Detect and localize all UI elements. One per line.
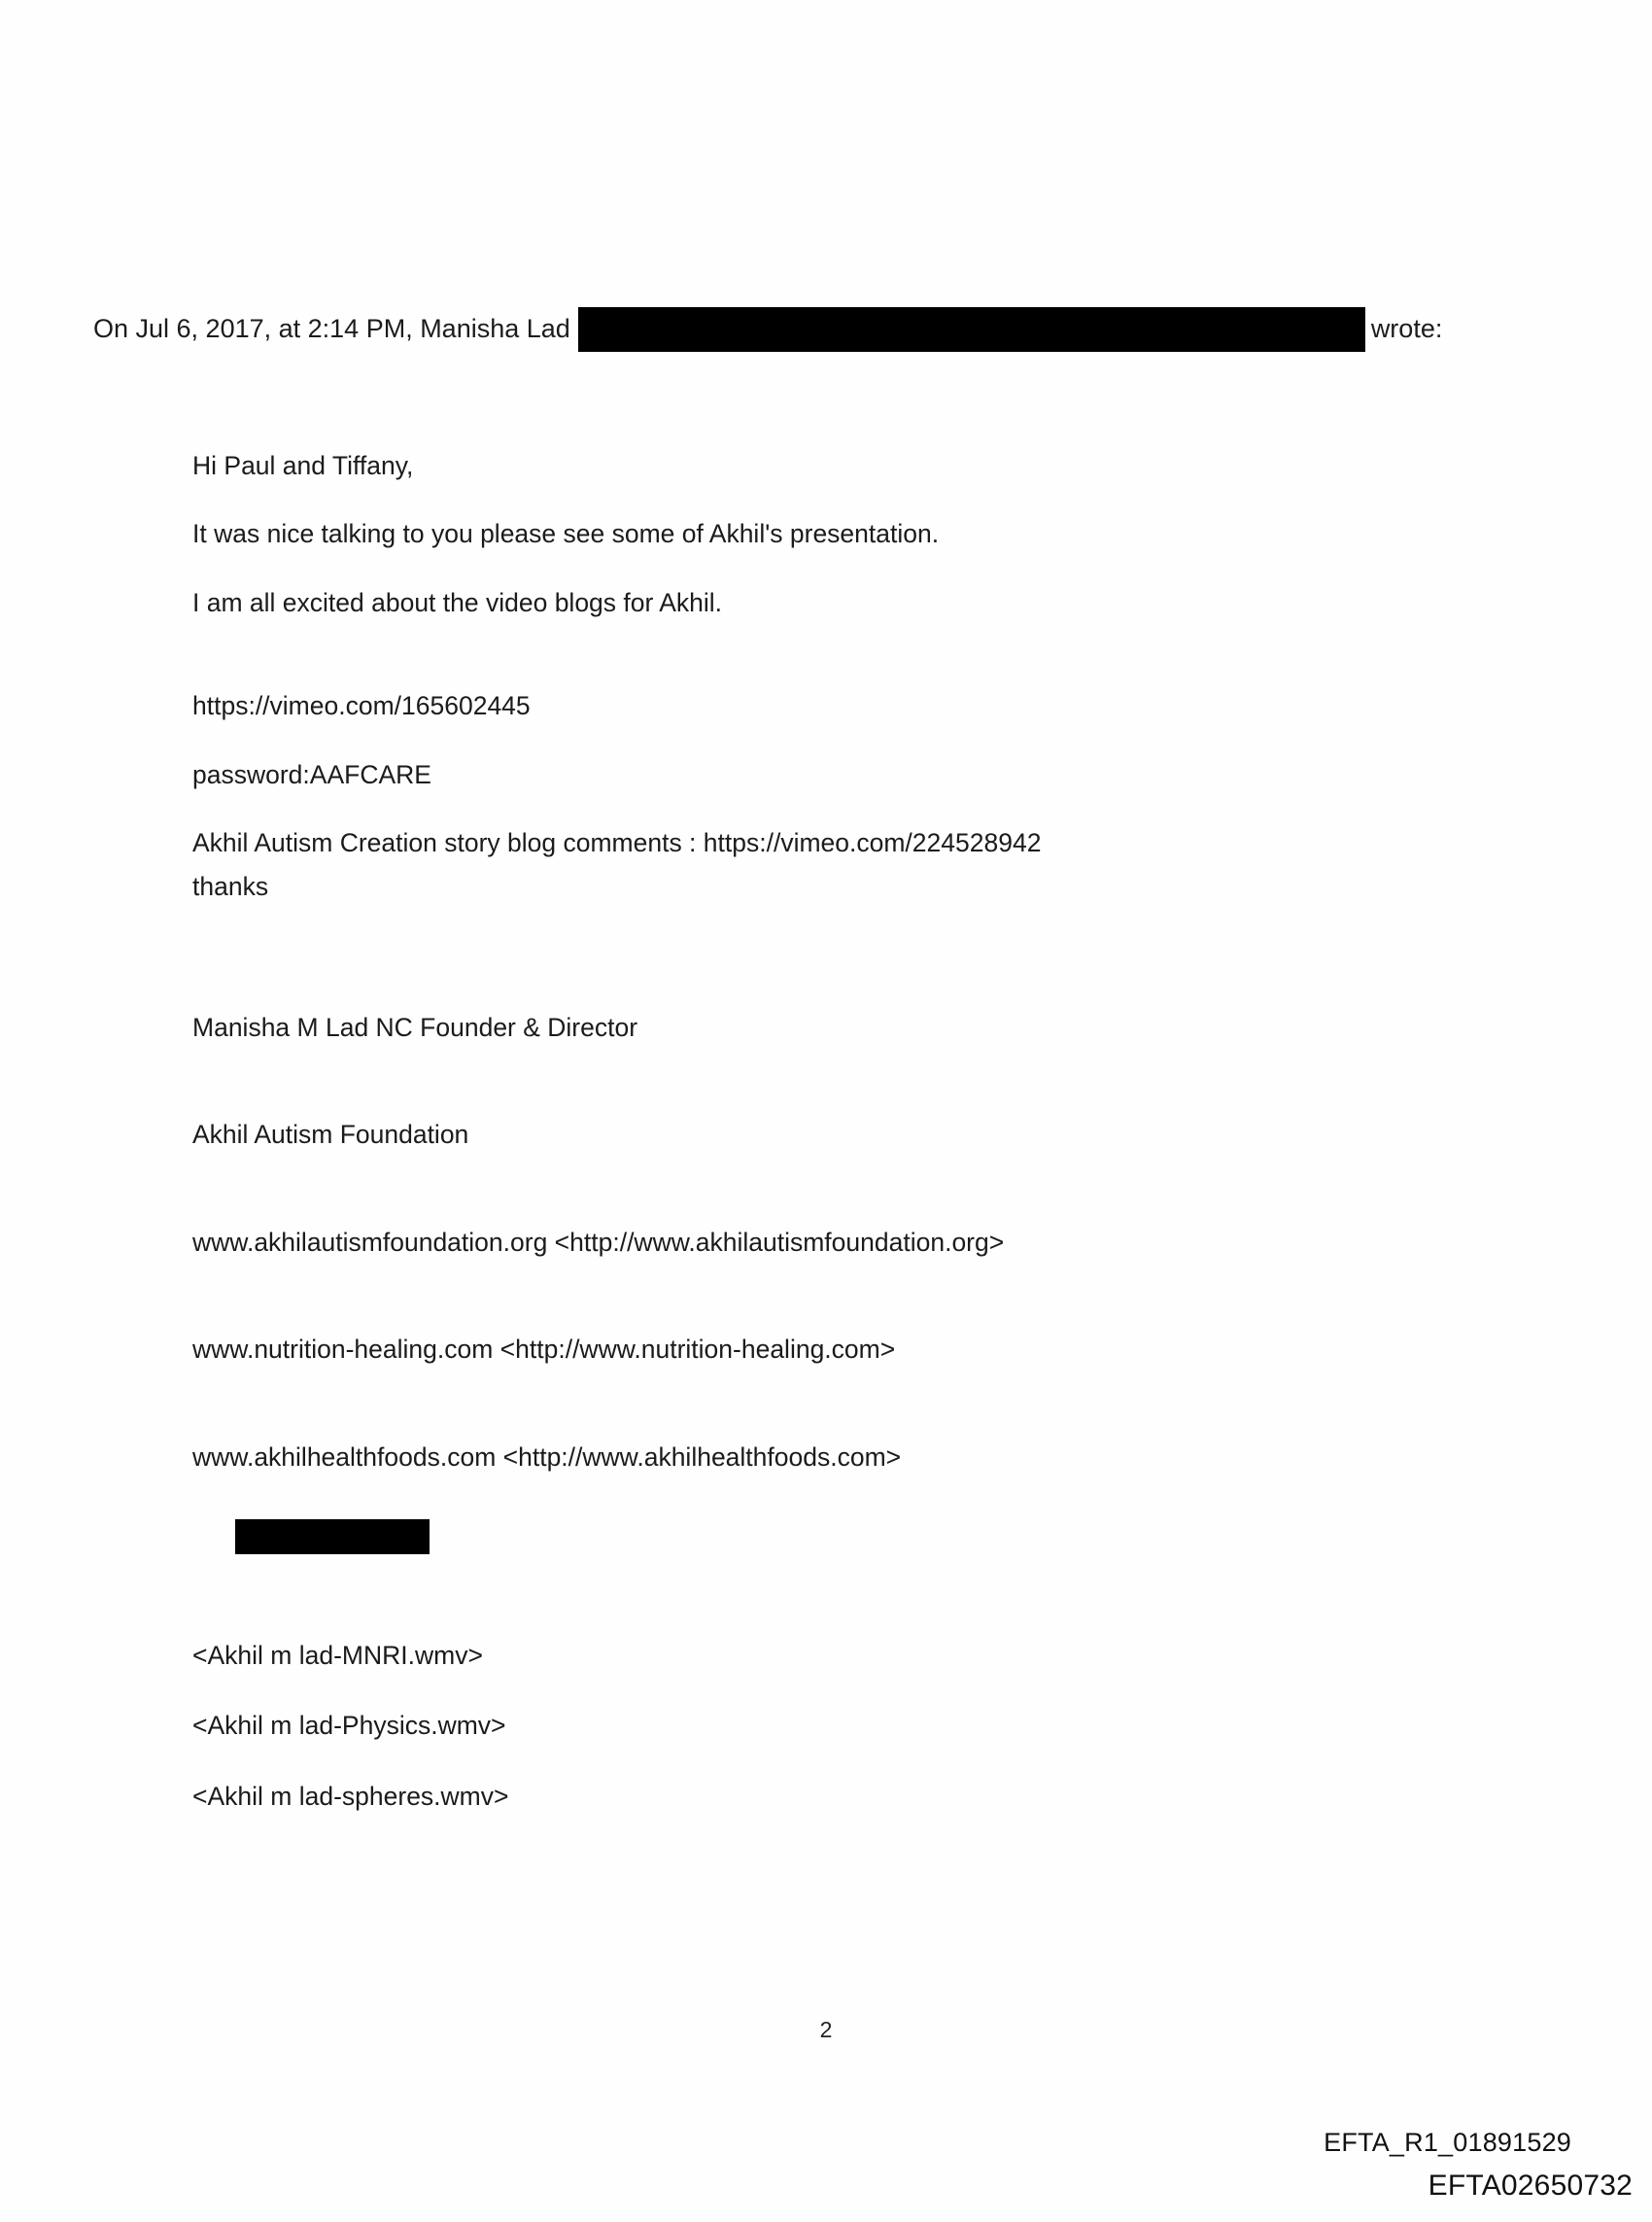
password-line: password:AAFCARE: [192, 759, 431, 789]
redaction-bar-email-address: [578, 307, 1365, 352]
attachment-item: <Akhil m lad-Physics.wmv>: [192, 1711, 506, 1741]
attachment-item: <Akhil m lad-spheres.wmv>: [192, 1781, 509, 1811]
greeting-line: Hi Paul and Tiffany,: [192, 451, 414, 480]
page-number: 2: [819, 2017, 833, 2042]
email-header-prefix: On Jul 6, 2017, at 2:14 PM, Manisha Lad: [93, 314, 570, 344]
attachment-item: <Akhil m lad-MNRI.wmv>: [192, 1640, 483, 1670]
redaction-bar-signature: [235, 1519, 430, 1554]
signature-name: Manisha M Lad NC Founder & Director: [192, 1012, 638, 1042]
thanks-line: thanks: [192, 871, 269, 901]
email-header-suffix: wrote:: [1370, 314, 1443, 344]
attachment-list: [192, 1639, 1436, 1813]
signature-block: [192, 938, 1436, 1600]
body-paragraph-2: I am all excited about the video blogs for Akhil.: [192, 587, 723, 617]
email-header-line: [93, 307, 1483, 352]
vimeo-link-1: https://vimeo.com/165602445: [192, 691, 531, 721]
body-spacer: [192, 654, 1436, 689]
signature-website-foundation: www.akhilautismfoundation.org <http://www.akhilautismfoundation.org>: [192, 1227, 1005, 1257]
bates-stamp-upper: EFTA_R1_01891529: [1324, 2128, 1571, 2157]
email-body: [192, 449, 1436, 1850]
bates-stamp-lower: EFTA02650732: [1428, 2170, 1633, 2202]
body-paragraph-1: It was nice talking to you please see some of Akhil's presentation.: [192, 519, 940, 549]
signature-website-healthfoods: www.akhilhealthfoods.com <http://www.akhilhealthfoods.com>: [192, 1441, 902, 1472]
blog-comments-line: Akhil Autism Creation story blog comments : https://vimeo.com/224528942: [192, 828, 1042, 858]
signature-website-nutrition: www.nutrition-healing.com <http://www.nutrition-healing.com>: [192, 1335, 896, 1365]
signature-organization: Akhil Autism Foundation: [192, 1120, 469, 1150]
